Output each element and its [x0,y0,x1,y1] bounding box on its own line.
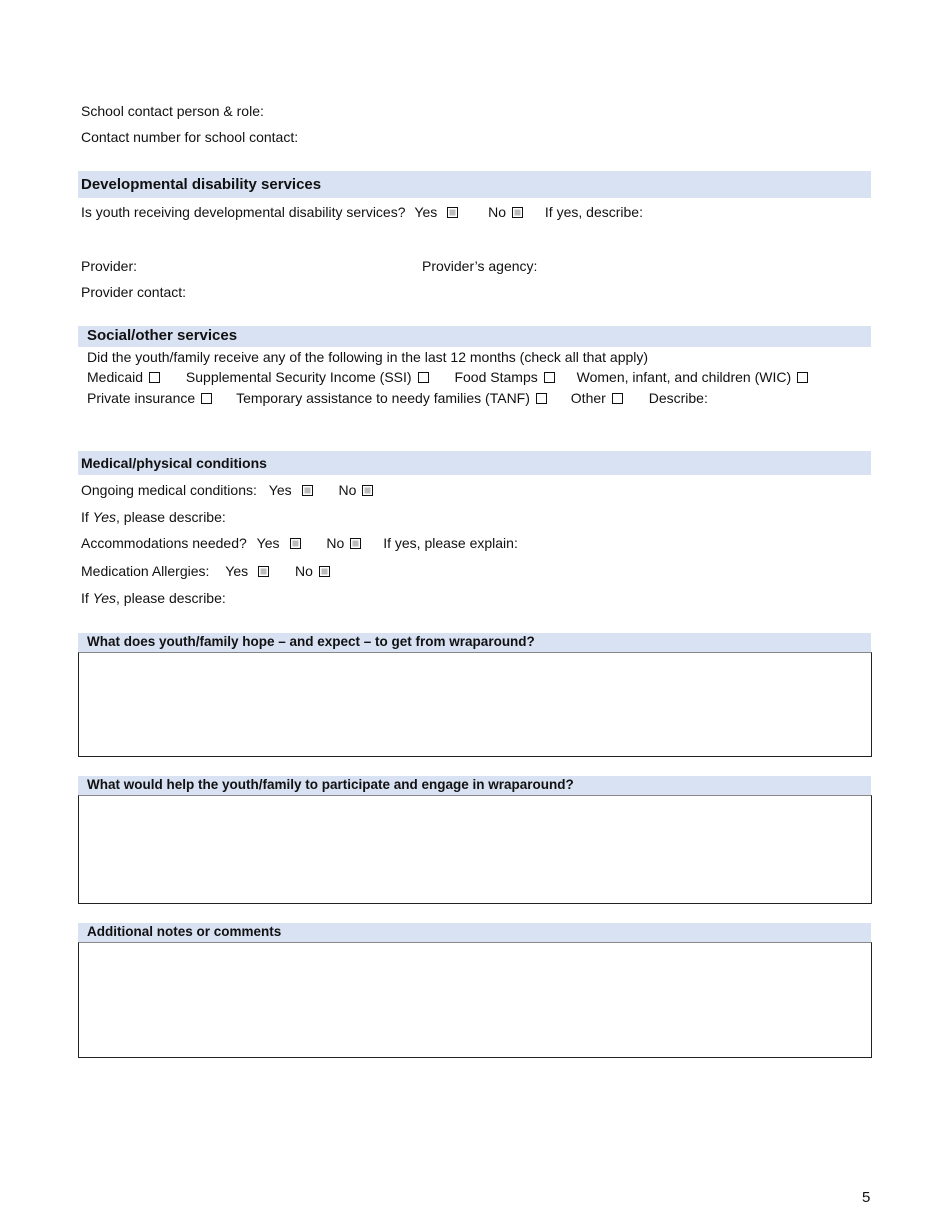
school-contact-number-label: Contact number for school contact: [81,129,299,145]
ssi-label: Supplemental Security Income (SSI) [185,369,412,385]
accommodations-label: Accommodations needed? [81,535,247,551]
social-options-row-1 [87,369,808,385]
if-prefix: If [81,509,89,525]
help-section-title: What would help the youth/family to participate and engage in wraparound? [87,777,574,792]
accommodations-no-checkbox[interactable] [350,538,361,549]
if-yes-word: Yes [92,590,117,606]
notes-section-title: Additional notes or comments [87,924,282,939]
help-response-box[interactable] [78,795,872,904]
accommodations-yes-checkbox[interactable] [290,538,301,549]
ongoing-conditions-row [81,482,373,498]
wic-label: Women, infant, and children (WIC) [576,369,792,385]
if-prefix: If [81,590,89,606]
dd-question-label: Is youth receiving developmental disability services? [81,204,406,220]
hope-response-box[interactable] [78,652,872,757]
dd-provider-contact-label: Provider contact: [81,284,187,300]
dd-question-row [81,204,643,220]
ssi-checkbox[interactable] [418,372,429,383]
food-stamps-checkbox[interactable] [544,372,555,383]
medical-section-header [78,451,871,475]
notes-response-box[interactable] [78,942,872,1058]
if-yes-word: Yes [92,509,117,525]
tanf-checkbox[interactable] [536,393,547,404]
social-section-header [78,326,871,347]
social-question: Did the youth/family receive any of the following in the last 12 months (check all that apply) [87,349,649,365]
food-stamps-label: Food Stamps [454,369,538,385]
wic-checkbox[interactable] [797,372,808,383]
dd-section-title: Developmental disability services [81,176,322,193]
ongoing-yes-checkbox[interactable] [302,485,313,496]
dd-section-header [78,171,871,198]
please-describe-text: , please describe: [116,509,226,525]
hope-section-header [78,633,871,652]
social-options-row-2 [87,390,708,406]
hope-section-title: What does youth/family hope – and expect – to get from wraparound? [87,634,535,649]
allergies-row [81,563,330,579]
accommodations-yes-label: Yes [256,535,280,551]
dd-yes-checkbox[interactable] [447,207,458,218]
school-contact-person-label: School contact person & role: [81,103,264,119]
private-insurance-label: Private insurance [87,390,196,406]
medicaid-checkbox[interactable] [149,372,160,383]
other-label: Other [570,390,606,406]
allergies-yes-checkbox[interactable] [258,566,269,577]
allergies-no-label: No [295,563,313,579]
accommodations-no-label: No [326,535,345,551]
ongoing-conditions-label: Ongoing medical conditions: [81,482,257,498]
ongoing-yes-label: Yes [268,482,292,498]
tanf-label: Temporary assistance to needy families (TANF) [236,390,530,406]
dd-if-yes-label: If yes, describe: [544,204,643,220]
notes-section-header [78,923,871,942]
private-insurance-checkbox[interactable] [201,393,212,404]
ongoing-describe-label [81,509,226,525]
accommodations-explain-label: If yes, please explain: [383,535,518,551]
other-checkbox[interactable] [612,393,623,404]
allergies-yes-label: Yes [225,563,249,579]
dd-agency-label: Provider’s agency: [422,258,538,274]
allergies-label: Medication Allergies: [81,563,210,579]
please-describe-text: , please describe: [116,590,226,606]
describe-label: Describe: [648,390,708,406]
accommodations-row [81,535,518,551]
dd-no-checkbox[interactable] [512,207,523,218]
medicaid-label: Medicaid [87,369,144,385]
page-number: 5 [862,1189,871,1206]
social-section-title: Social/other services [87,327,238,344]
dd-yes-label: Yes [414,204,438,220]
help-section-header [78,776,871,795]
allergies-no-checkbox[interactable] [319,566,330,577]
allergies-describe-label [81,590,226,606]
dd-provider-label: Provider: [81,258,138,274]
ongoing-no-checkbox[interactable] [362,485,373,496]
ongoing-no-label: No [338,482,357,498]
dd-no-label: No [488,204,507,220]
medical-section-title: Medical/physical conditions [81,455,267,471]
